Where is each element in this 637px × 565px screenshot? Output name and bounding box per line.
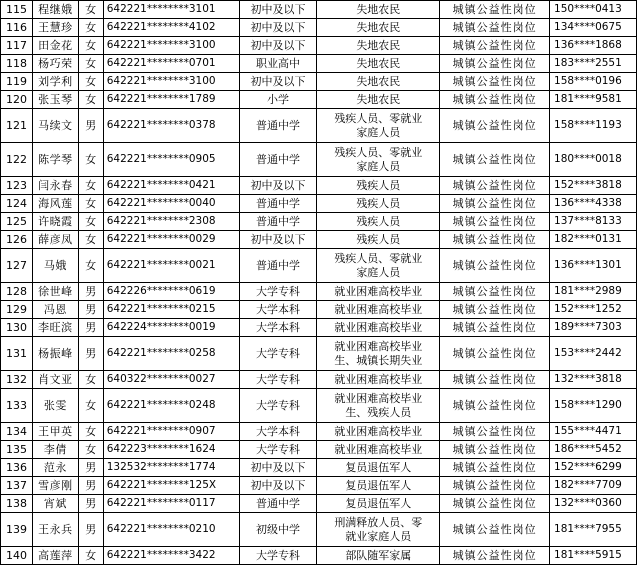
id-number-cell: 642221********0040: [103, 195, 239, 213]
id-number-cell: 642221********0248: [103, 389, 239, 423]
gender-cell: 女: [78, 249, 103, 283]
name-cell: 徐世峰: [32, 283, 78, 301]
row-number-cell: 118: [1, 55, 33, 73]
education-cell: 大学本科: [239, 319, 317, 337]
row-number-cell: 135: [1, 441, 33, 459]
phone-cell: 181****5915: [550, 547, 637, 565]
name-cell: 范永: [32, 459, 78, 477]
name-cell: 雪彦刚: [32, 477, 78, 495]
name-cell: 张玉琴: [32, 91, 78, 109]
category-cell: [317, 91, 440, 109]
category-cell: [317, 495, 440, 513]
category-cell: [317, 547, 440, 565]
table-row: [1, 37, 637, 55]
category-cell: [317, 177, 440, 195]
phone-cell: 183****2551: [550, 55, 637, 73]
position-cell: 城镇公益性岗位: [440, 37, 550, 55]
gender-cell: 女: [78, 195, 103, 213]
category-cell: [317, 73, 440, 91]
category-line: 家庭人员: [356, 159, 401, 173]
row-number-cell: 128: [1, 283, 33, 301]
row-number-cell: 117: [1, 37, 33, 55]
position-cell: 城镇公益性岗位: [440, 213, 550, 231]
gender-cell: 女: [78, 389, 103, 423]
phone-cell: 182****7709: [550, 477, 637, 495]
id-number-cell: 642221********0905: [103, 143, 239, 177]
row-number-cell: 136: [1, 459, 33, 477]
name-cell: 高莲萍: [32, 547, 78, 565]
category-line: 就业困难高校毕业: [334, 339, 423, 353]
category-cell: [317, 55, 440, 73]
row-number-cell: 138: [1, 495, 33, 513]
category-cell: [317, 423, 440, 441]
position-cell: 城镇公益性岗位: [440, 319, 550, 337]
position-cell: 城镇公益性岗位: [440, 55, 550, 73]
name-cell: 陈学琴: [32, 143, 78, 177]
category-cell: [317, 389, 440, 423]
name-cell: 王永兵: [32, 513, 78, 547]
id-number-cell: 642221********0701: [103, 55, 239, 73]
phone-cell: 152****6299: [550, 459, 637, 477]
gender-cell: 男: [78, 109, 103, 143]
gender-cell: 男: [78, 283, 103, 301]
id-number-cell: 642221********1789: [103, 91, 239, 109]
table-row: [1, 177, 637, 195]
category-cell: [317, 319, 440, 337]
name-cell: 程继娥: [32, 1, 78, 19]
category-cell: [317, 283, 440, 301]
education-cell: 普通中学: [239, 143, 317, 177]
name-cell: 许晓霞: [32, 213, 78, 231]
id-number-cell: 642223********1624: [103, 441, 239, 459]
phone-cell: 186****5452: [550, 441, 637, 459]
position-cell: 城镇公益性岗位: [440, 91, 550, 109]
education-cell: 大学本科: [239, 423, 317, 441]
phone-cell: 132****3818: [550, 371, 637, 389]
category-line: 家庭人员: [356, 265, 401, 279]
position-cell: 城镇公益性岗位: [440, 513, 550, 547]
id-number-cell: 642221********0907: [103, 423, 239, 441]
gender-cell: 女: [78, 423, 103, 441]
name-cell: 海风莲: [32, 195, 78, 213]
table-row: [1, 477, 637, 495]
phone-cell: 182****0131: [550, 231, 637, 249]
category-cell: [317, 337, 440, 371]
table-row: [1, 195, 637, 213]
position-cell: 城镇公益性岗位: [440, 283, 550, 301]
phone-cell: 158****1290: [550, 389, 637, 423]
name-cell: 田金花: [32, 37, 78, 55]
row-number-cell: 130: [1, 319, 33, 337]
table-row: [1, 441, 637, 459]
id-number-cell: 642221********3422: [103, 547, 239, 565]
position-cell: 城镇公益性岗位: [440, 337, 550, 371]
table-row: [1, 337, 637, 371]
category-line: 刑满释放人员、零: [334, 515, 423, 529]
name-cell: 刘学利: [32, 73, 78, 91]
phone-cell: 155****4471: [550, 423, 637, 441]
category-cell: [317, 231, 440, 249]
id-number-cell: 642221********3100: [103, 37, 239, 55]
education-cell: 初中及以下: [239, 37, 317, 55]
education-cell: 小学: [239, 91, 317, 109]
name-cell: 王甲英: [32, 423, 78, 441]
category-line: 复员退伍军人: [345, 479, 412, 492]
row-number-cell: 126: [1, 231, 33, 249]
category-line: 就业困难高校毕业: [334, 373, 423, 386]
name-cell: 杨振峰: [32, 337, 78, 371]
row-number-cell: 115: [1, 1, 33, 19]
name-cell: 张雯: [32, 389, 78, 423]
phone-cell: 132****0360: [550, 495, 637, 513]
position-cell: 城镇公益性岗位: [440, 423, 550, 441]
position-cell: 城镇公益性岗位: [440, 73, 550, 91]
row-number-cell: 123: [1, 177, 33, 195]
gender-cell: 女: [78, 371, 103, 389]
category-line: 残疾人员: [356, 179, 401, 192]
phone-cell: 150****0413: [550, 1, 637, 19]
table-row: [1, 547, 637, 565]
category-line: 残疾人员: [356, 215, 401, 228]
category-cell: [317, 371, 440, 389]
category-line: 家庭人员: [356, 125, 401, 139]
category-cell: [317, 1, 440, 19]
row-number-cell: 125: [1, 213, 33, 231]
name-cell: 闫永春: [32, 177, 78, 195]
gender-cell: 女: [78, 73, 103, 91]
phone-cell: 181****7955: [550, 513, 637, 547]
education-cell: 大学专科: [239, 337, 317, 371]
education-cell: 初中及以下: [239, 477, 317, 495]
id-number-cell: 642221********0215: [103, 301, 239, 319]
row-number-cell: 120: [1, 91, 33, 109]
category-cell: [317, 477, 440, 495]
id-number-cell: 642221********3100: [103, 73, 239, 91]
row-number-cell: 139: [1, 513, 33, 547]
table-row: [1, 459, 637, 477]
name-cell: 肖文亚: [32, 371, 78, 389]
table-row: [1, 231, 637, 249]
gender-cell: 女: [78, 177, 103, 195]
category-line: 就业困难高校毕业: [334, 285, 423, 298]
category-line: 残疾人员、零就业: [334, 111, 423, 125]
id-number-cell: 642224********0019: [103, 319, 239, 337]
id-number-cell: 642221********0021: [103, 249, 239, 283]
gender-cell: 女: [78, 1, 103, 19]
table-row: [1, 495, 637, 513]
gender-cell: 女: [78, 547, 103, 565]
category-cell: [317, 109, 440, 143]
gender-cell: 女: [78, 231, 103, 249]
category-line: 就业困难高校毕业: [334, 443, 423, 456]
gender-cell: 男: [78, 513, 103, 547]
education-cell: 大学专科: [239, 283, 317, 301]
phone-cell: 136****4338: [550, 195, 637, 213]
education-cell: 大学专科: [239, 389, 317, 423]
position-cell: 城镇公益性岗位: [440, 459, 550, 477]
name-cell: 宵斌: [32, 495, 78, 513]
category-line: 就业家庭人员: [345, 529, 412, 543]
table-row: [1, 143, 637, 177]
education-cell: 大学本科: [239, 301, 317, 319]
education-cell: 初中及以下: [239, 19, 317, 37]
gender-cell: 女: [78, 55, 103, 73]
table-row: [1, 91, 637, 109]
education-cell: 初中及以下: [239, 177, 317, 195]
id-number-cell: 640322********0027: [103, 371, 239, 389]
category-line: 就业困难高校毕业: [334, 425, 423, 438]
table-body: [1, 1, 637, 565]
education-cell: 大学专科: [239, 371, 317, 389]
id-number-cell: 642221********2308: [103, 213, 239, 231]
position-cell: 城镇公益性岗位: [440, 109, 550, 143]
name-cell: 马娥: [32, 249, 78, 283]
category-line: 生、残疾人员: [345, 405, 412, 419]
row-number-cell: 127: [1, 249, 33, 283]
row-number-cell: 132: [1, 371, 33, 389]
position-cell: 城镇公益性岗位: [440, 371, 550, 389]
table-row: [1, 249, 637, 283]
id-number-cell: 132532********1774: [103, 459, 239, 477]
position-cell: 城镇公益性岗位: [440, 1, 550, 19]
education-cell: 初中及以下: [239, 73, 317, 91]
category-line: 就业困难高校毕业: [334, 303, 423, 316]
category-cell: [317, 195, 440, 213]
position-cell: 城镇公益性岗位: [440, 177, 550, 195]
name-cell: 李倩: [32, 441, 78, 459]
category-line: 失地农民: [356, 57, 401, 70]
category-line: 失地农民: [356, 3, 401, 16]
phone-cell: 189****7303: [550, 319, 637, 337]
education-cell: 大学专科: [239, 547, 317, 565]
position-cell: 城镇公益性岗位: [440, 301, 550, 319]
category-line: 残疾人员、零就业: [334, 145, 423, 159]
category-cell: [317, 249, 440, 283]
position-cell: 城镇公益性岗位: [440, 547, 550, 565]
position-cell: 城镇公益性岗位: [440, 249, 550, 283]
category-line: 部队随军家属: [345, 549, 412, 562]
gender-cell: 男: [78, 337, 103, 371]
category-cell: [317, 143, 440, 177]
gender-cell: 男: [78, 301, 103, 319]
category-line: 失地农民: [356, 75, 401, 88]
name-cell: 薛彦凤: [32, 231, 78, 249]
phone-cell: 136****1301: [550, 249, 637, 283]
gender-cell: 女: [78, 441, 103, 459]
name-cell: 王慧珍: [32, 19, 78, 37]
table-row: [1, 423, 637, 441]
name-cell: 李旺滨: [32, 319, 78, 337]
education-cell: 职业高中: [239, 55, 317, 73]
row-number-cell: 119: [1, 73, 33, 91]
education-cell: 普通中学: [239, 495, 317, 513]
row-number-cell: 129: [1, 301, 33, 319]
category-cell: [317, 513, 440, 547]
category-cell: [317, 441, 440, 459]
position-cell: 城镇公益性岗位: [440, 231, 550, 249]
id-number-cell: 642221********0378: [103, 109, 239, 143]
category-line: 残疾人员、零就业: [334, 251, 423, 265]
education-cell: 普通中学: [239, 213, 317, 231]
table-row: [1, 213, 637, 231]
gender-cell: 女: [78, 19, 103, 37]
category-line: 复员退伍军人: [345, 461, 412, 474]
row-number-cell: 137: [1, 477, 33, 495]
name-cell: 冯恩: [32, 301, 78, 319]
id-number-cell: 642226********0619: [103, 283, 239, 301]
row-number-cell: 116: [1, 19, 33, 37]
row-number-cell: 121: [1, 109, 33, 143]
category-cell: [317, 19, 440, 37]
gender-cell: 女: [78, 143, 103, 177]
gender-cell: 男: [78, 495, 103, 513]
category-line: 生、城镇长期失业: [334, 353, 423, 367]
phone-cell: 158****0196: [550, 73, 637, 91]
gender-cell: 男: [78, 477, 103, 495]
phone-cell: 181****9581: [550, 91, 637, 109]
table-row: [1, 19, 637, 37]
category-line: 残疾人员: [356, 197, 401, 210]
phone-cell: 136****1868: [550, 37, 637, 55]
category-cell: [317, 459, 440, 477]
phone-cell: 152****3818: [550, 177, 637, 195]
category-line: 失地农民: [356, 39, 401, 52]
table-row: [1, 109, 637, 143]
table-row: [1, 73, 637, 91]
position-cell: 城镇公益性岗位: [440, 477, 550, 495]
gender-cell: 女: [78, 91, 103, 109]
id-number-cell: 642221********0258: [103, 337, 239, 371]
position-cell: 城镇公益性岗位: [440, 143, 550, 177]
education-cell: 初中及以下: [239, 231, 317, 249]
table-row: [1, 371, 637, 389]
id-number-cell: 642221********3101: [103, 1, 239, 19]
phone-cell: 181****2989: [550, 283, 637, 301]
phone-cell: 152****1252: [550, 301, 637, 319]
phone-cell: 158****1193: [550, 109, 637, 143]
gender-cell: 男: [78, 319, 103, 337]
position-cell: 城镇公益性岗位: [440, 19, 550, 37]
row-number-cell: 131: [1, 337, 33, 371]
id-number-cell: 642221********4102: [103, 19, 239, 37]
table-row: [1, 283, 637, 301]
table-row: [1, 319, 637, 337]
education-cell: 普通中学: [239, 249, 317, 283]
education-cell: 初级中学: [239, 513, 317, 547]
category-line: 失地农民: [356, 21, 401, 34]
table-row: [1, 55, 637, 73]
phone-cell: 153****2442: [550, 337, 637, 371]
category-cell: [317, 213, 440, 231]
education-cell: 普通中学: [239, 109, 317, 143]
category-cell: [317, 37, 440, 55]
education-cell: 初中及以下: [239, 459, 317, 477]
id-number-cell: 642221********125X: [103, 477, 239, 495]
education-cell: 初中及以下: [239, 1, 317, 19]
category-cell: [317, 301, 440, 319]
phone-cell: 134****0675: [550, 19, 637, 37]
id-number-cell: 642221********0029: [103, 231, 239, 249]
table-row: [1, 389, 637, 423]
name-cell: 杨巧荣: [32, 55, 78, 73]
table-row: [1, 301, 637, 319]
row-number-cell: 134: [1, 423, 33, 441]
position-cell: 城镇公益性岗位: [440, 441, 550, 459]
phone-cell: 180****0018: [550, 143, 637, 177]
row-number-cell: 124: [1, 195, 33, 213]
category-line: 残疾人员: [356, 233, 401, 246]
category-line: 复员退伍军人: [345, 497, 412, 510]
id-number-cell: 642221********0210: [103, 513, 239, 547]
phone-cell: 137****8133: [550, 213, 637, 231]
table-row: [1, 1, 637, 19]
row-number-cell: 140: [1, 547, 33, 565]
gender-cell: 男: [78, 459, 103, 477]
category-line: 失地农民: [356, 93, 401, 106]
position-cell: 城镇公益性岗位: [440, 389, 550, 423]
id-number-cell: 642221********0421: [103, 177, 239, 195]
row-number-cell: 122: [1, 143, 33, 177]
gender-cell: 女: [78, 37, 103, 55]
row-number-cell: 133: [1, 389, 33, 423]
category-line: 就业困难高校毕业: [334, 391, 423, 405]
table-row: [1, 513, 637, 547]
education-cell: 大学专科: [239, 441, 317, 459]
id-number-cell: 642221********0117: [103, 495, 239, 513]
education-cell: 普通中学: [239, 195, 317, 213]
position-cell: 城镇公益性岗位: [440, 195, 550, 213]
name-cell: 马续文: [32, 109, 78, 143]
category-line: 就业困难高校毕业: [334, 321, 423, 334]
gender-cell: 女: [78, 213, 103, 231]
position-cell: 城镇公益性岗位: [440, 495, 550, 513]
